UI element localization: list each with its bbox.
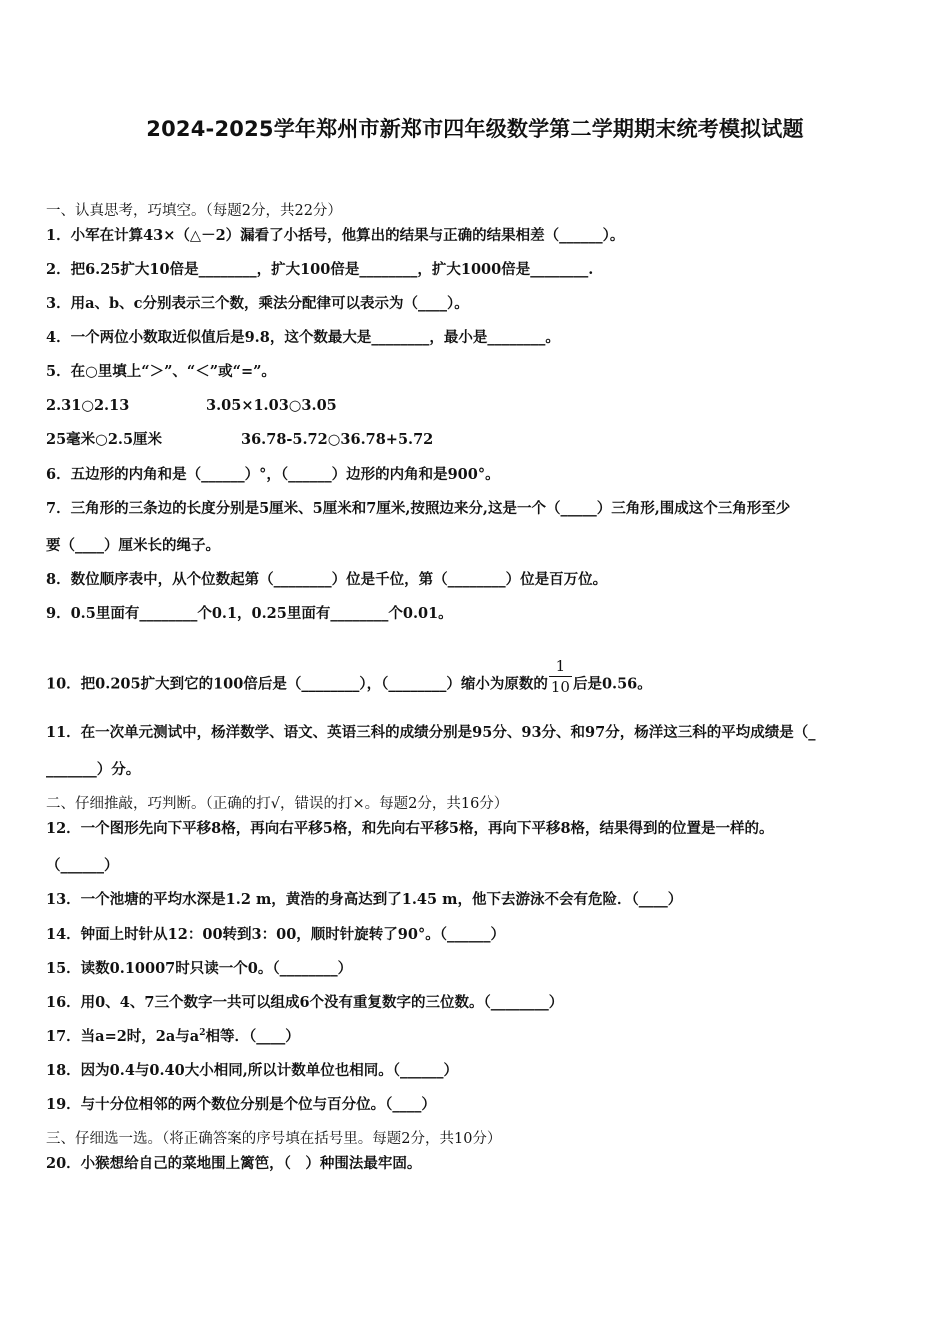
question-12-line-1: 12．一个图形先向下平移8格，再向右平移5格，和先向右平移5格，再向下平移8格，结果得到的位置是一样的。 [46,820,774,837]
question-1: 1．小军在计算43×（△－2）漏看了小括号，他算出的结果与正确的结果相差（______）。 [46,227,625,244]
fraction-denominator: 10 [550,678,570,696]
question-19: 19．与十分位相邻的两个数位分别是个位与百分位。（____） [46,1096,436,1113]
question-5-row-1 [46,396,337,416]
question-4: 4．一个两位小数取近似值后是9.8，这个数最大是________，最小是________。 [46,329,560,346]
q5-item-d: 36.78-5.72○36.78+5.72 [241,431,434,448]
question-9: 9．0.5里面有________个0.1，0.25里面有________个0.01。 [46,605,453,622]
section-heading-3: 三、仔细选一选。（将正确答案的序号填在括号里。每题2分，共10分） [46,1131,502,1147]
question-17 [46,1027,300,1047]
q17-text-after: 相等．（____） [205,1028,300,1045]
question-8: 8．数位顺序表中，从个位数起第（________）位是千位，第（________）位是百万位。 [46,571,608,588]
q5-item-c: 25毫米○2.5厘米 [46,431,163,448]
question-10 [46,657,652,705]
question-5-row-2 [46,430,434,450]
question-16: 16．用0、4、7三个数字一共可以组成6个没有重复数字的三位数。（________） [46,994,564,1011]
question-12-line-2: （______） [46,857,119,874]
fraction-one-tenth [549,656,572,697]
q10-text-after: 后是0.56。 [572,675,652,693]
section-heading-1: 一、认真思考，巧填空。（每题2分，共22分） [46,203,342,219]
q17-exponent: 2 [199,1028,206,1039]
question-15: 15．读数0.10007时只读一个0。（________） [46,960,353,977]
question-2: 2．把6.25扩大10倍是________，扩大100倍是________，扩大1000倍是________. [46,261,594,278]
section-heading-2: 二、仔细推敲，巧判断。（正确的打√，错误的打×。每题2分，共16分） [46,796,509,812]
question-13: 13．一个池塘的平均水深是1.2 m，黄浩的身高达到了1.45 m，他下去游泳不会有危险．（____） [46,891,683,908]
question-18: 18．因为0.4与0.40大小相同,所以计数单位也相同。（______） [46,1062,459,1079]
question-11-line-2: _______）分。 [46,761,141,778]
fraction-numerator: 1 [555,657,566,675]
question-3: 3．用a、b、c分别表示三个数，乘法分配律可以表示为（____）。 [46,295,469,312]
question-14: 14．钟面上时针从12：00转到3：00，顺时针旋转了90°。（______） [46,926,505,943]
question-5: 5．在○里填上“＞”、“＜”或“=”。 [46,363,276,380]
question-7-line-1: 7．三角形的三条边的长度分别是5厘米、5厘米和7厘米,按照边来分,这是一个（_____）三角形,围成这个三角形至少 [46,500,791,517]
q5-item-b: 3.05×1.03○3.05 [206,397,337,414]
q5-item-a: 2.31○2.13 [46,397,130,414]
page-title: 2024-2025学年郑州市新郑市四年级数学第二学期期末统考模拟试题 [146,117,804,141]
question-7-line-2: 要（____）厘米长的绳子。 [46,537,220,554]
question-11-line-1: 11．在一次单元测试中，杨洋数学、语文、英语三科的成绩分别是95分、93分、和97分，杨洋这三科的平均成绩是（_ [46,724,816,741]
q10-text-before: 10．把0.205扩大到它的100倍后是（________），（________）缩小为原数的 [46,675,548,693]
question-20: 20．小猴想给自己的菜地围上篱笆，（ ）种围法最牢固。 [46,1155,422,1172]
question-6: 6．五边形的内角和是（______）°，（______）边形的内角和是900°。 [46,466,500,483]
q17-text-before: 17．当a=2时，2a与a [46,1028,200,1045]
